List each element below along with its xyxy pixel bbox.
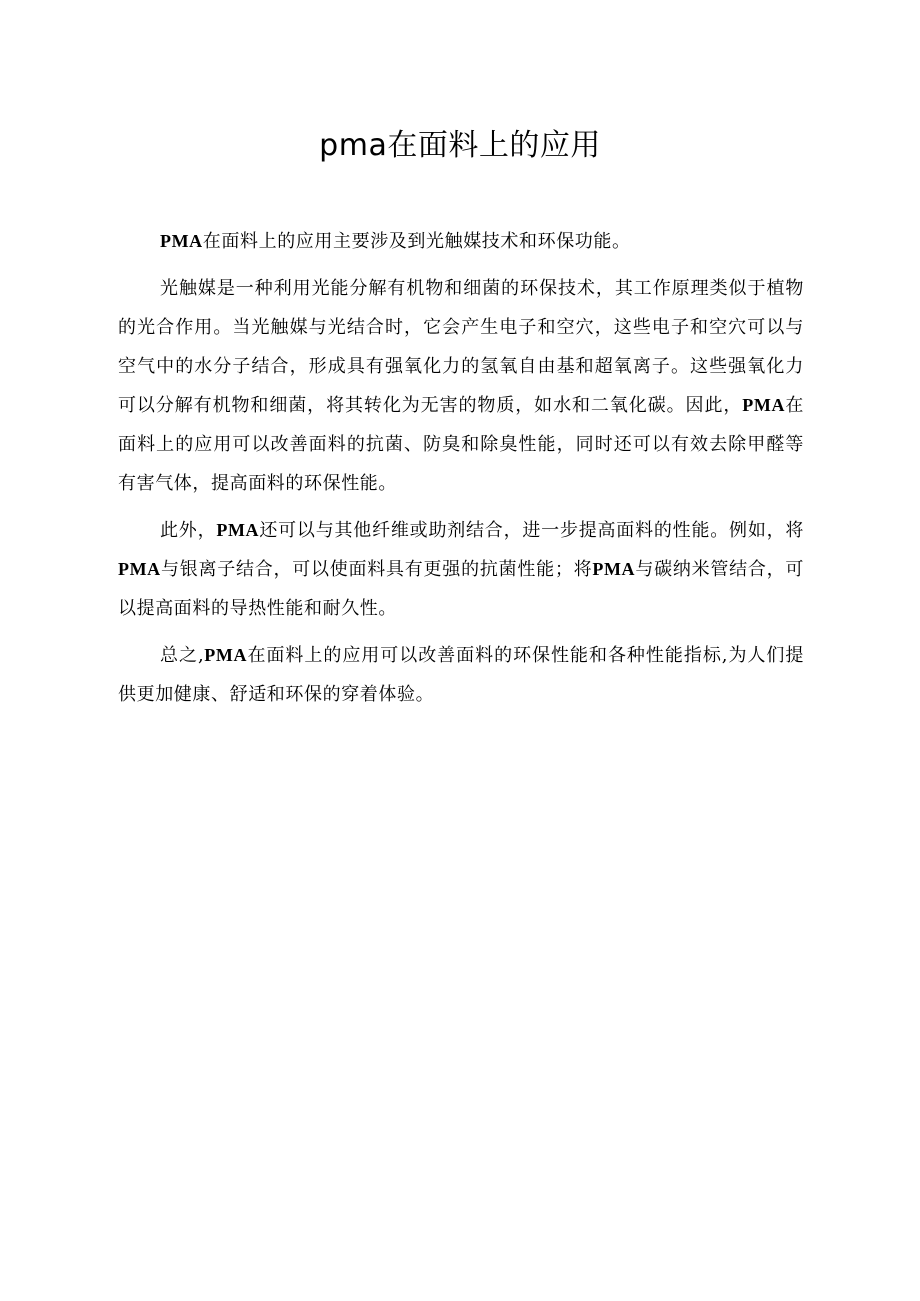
text-run: 在面料上的应用主要涉及到光触媒技术和环保功能。 [202, 231, 631, 252]
paragraph-combinations [118, 511, 804, 628]
text-run: 在面料上的应用可以改善面料的抗菌、防臭和除臭性能，同时还可以有效去除甲醛等有害气体，提高面料的环保性能。 [118, 395, 804, 494]
text-run: 总之, [160, 645, 205, 666]
text-run: 还可以与其他纤维或助剂结合，进一步提高面料的性能。例如，将 [259, 520, 804, 541]
text-run: 在面料上的应用可以改善面料的环保性能和各种性能指标,为人们提供更加健康、舒适和环保的穿着体验。 [118, 645, 805, 705]
text-run: 光触媒是一种利用光能分解有机物和细菌的环保技术，其工作原理类似于植物的光合作用。当光触媒与光结合时，它会产生电子和空穴，这些电子和空穴可以与空气中的水分子结合，形成具有强氧化力的氢氧自由基和超氧离子。这些强氧化力可以分解有机物和细菌，将其转化为无害的物质，如水和二氧化碳。因此， [118, 278, 804, 416]
bold-term: PMA [592, 559, 636, 579]
bold-term: PMA [742, 395, 786, 415]
text-run: 与碳纳米管结合，可以提高面料的导热性能和耐久性。 [118, 559, 804, 619]
bold-term: PMA [160, 231, 203, 251]
paragraph-photocatalyst [118, 269, 804, 503]
paragraph-intro [118, 222, 804, 261]
text-run: 与银离子结合，可以使面料具有更强的抗菌性能；将 [160, 559, 593, 580]
document-title: pma在面料上的应用 [319, 128, 601, 163]
text-run: 此外， [160, 520, 217, 541]
document-body [118, 222, 804, 714]
bold-term: PMA [118, 559, 161, 579]
bold-term: PMA [204, 645, 248, 665]
bold-term: PMA [216, 520, 260, 540]
paragraph-conclusion [118, 636, 804, 714]
